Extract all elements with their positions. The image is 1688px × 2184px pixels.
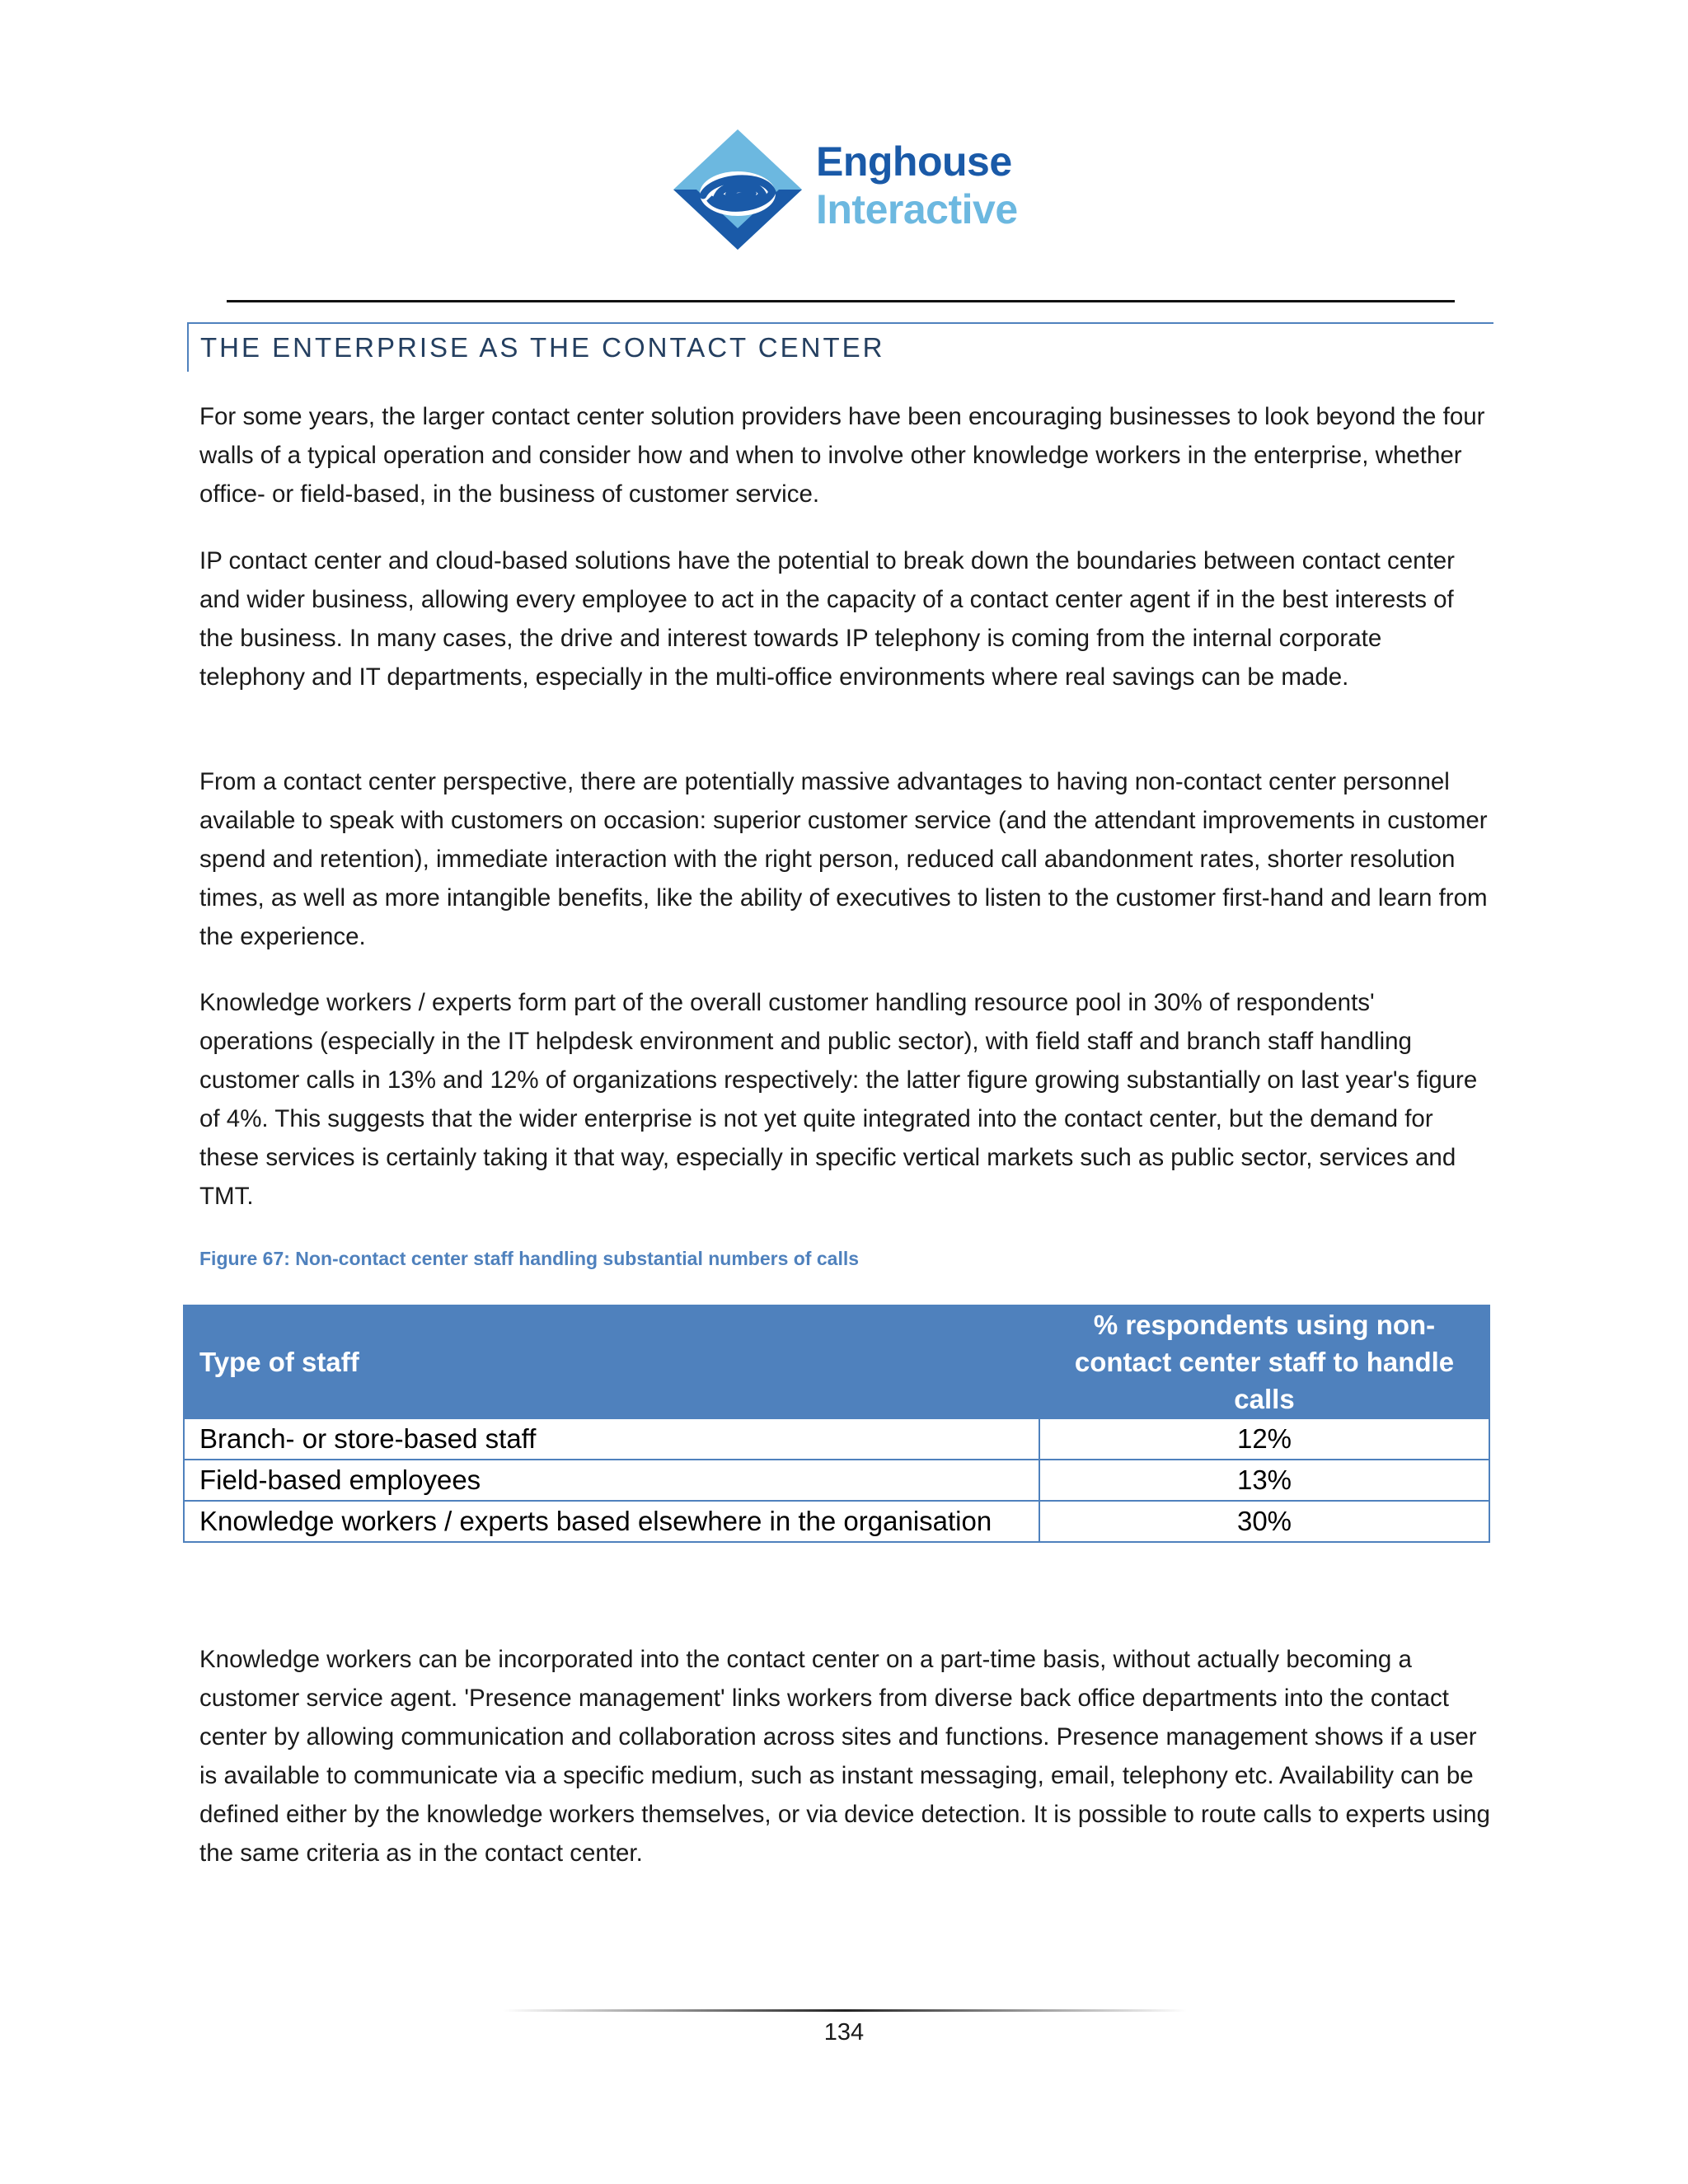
cell-percent: 12% [1039,1418,1489,1460]
section-title: THE ENTERPRISE AS THE CONTACT CENTER [200,332,885,363]
table-row [184,1418,1489,1460]
logo-text-enghouse: Enghouse [816,138,1012,185]
company-logo [672,128,1026,251]
cell-type: Knowledge workers / experts based elsewhere in the organisation [184,1501,1039,1542]
page-number: 134 [823,2019,865,2046]
paragraph-5: Knowledge workers can be incorporated into the contact center on a part-time basis, without actually becoming a customer service agent. 'Presence management' links workers from diverse back office departments into the contact center by allowing communication and collaboration across sites and functions. Presence management shows if a user is available to communicate via a specific medium, such as instant messaging, email, telephony etc. Availability can be defined either by the knowledge workers themselves, or via device detection. It is possible to route calls to experts using the same criteria as in the contact center. [199,1646,1490,1867]
header-divider [227,300,1455,302]
table-row [184,1460,1489,1501]
staff-table [183,1305,1490,1543]
paragraph-3: From a contact center perspective, there are potentially massive advantages to having non-contact center personnel available to speak with customers on occasion: superior customer service (and the attendant improvements in customer spend and retention), immediate interaction with the right person, reduced call abandonment rates, shorter resolution times, as well as more intangible benefits, like the ability of executives to listen to the customer first-hand and learn from the experience. [199,768,1488,950]
eye-diamond-icon [672,128,804,251]
logo-text-interactive: Interactive [816,186,1018,232]
paragraph-4: Knowledge workers / experts form part of the overall customer handling resource pool in 30% of respondents' operations (especially in the IT helpdesk environment and public sector), with field staff and branch staff handling customer calls in 13% and 12% of organizations respectively: the latter figure growing substantially on last year's figure of 4%. This suggests that the wider enterprise is not yet quite integrated into the contact center, but the demand for these services is certainly taking it that way, especially in specific vertical markets such as public sector, services and TMT. [199,989,1478,1210]
cell-type: Field-based employees [184,1460,1039,1501]
paragraph-2: IP contact center and cloud-based solutions have the potential to break down the boundaries between contact center and wider business, allowing every employee to act in the capacity of a contact center agent if in the best interests of the business. In many cases, the drive and interest towards IP telephony is coming from the internal corporate telephony and IT departments, especially in the multi-office environments where real savings can be made. [199,547,1455,691]
table-row [184,1501,1489,1542]
cell-percent: 13% [1039,1460,1489,1501]
figure-caption: Figure 67: Non-contact center staff handling substantial numbers of calls [199,1248,860,1269]
header-percent-respondents: % respondents using non-contact center staff to handle calls [1039,1305,1489,1418]
table-header-row [184,1305,1489,1418]
footer-divider [503,2008,1187,2013]
cell-type: Branch- or store-based staff [184,1418,1039,1460]
paragraph-1: For some years, the larger contact center solution providers have been encouraging businesses to look beyond the four walls of a typical operation and consider how and when to involve other knowledge workers in the enterprise, whether office- or field-based, in the business of customer service. [199,403,1485,508]
section-heading [187,322,1493,372]
cell-percent: 30% [1039,1501,1489,1542]
header-type-of-staff: Type of staff [184,1305,1039,1418]
